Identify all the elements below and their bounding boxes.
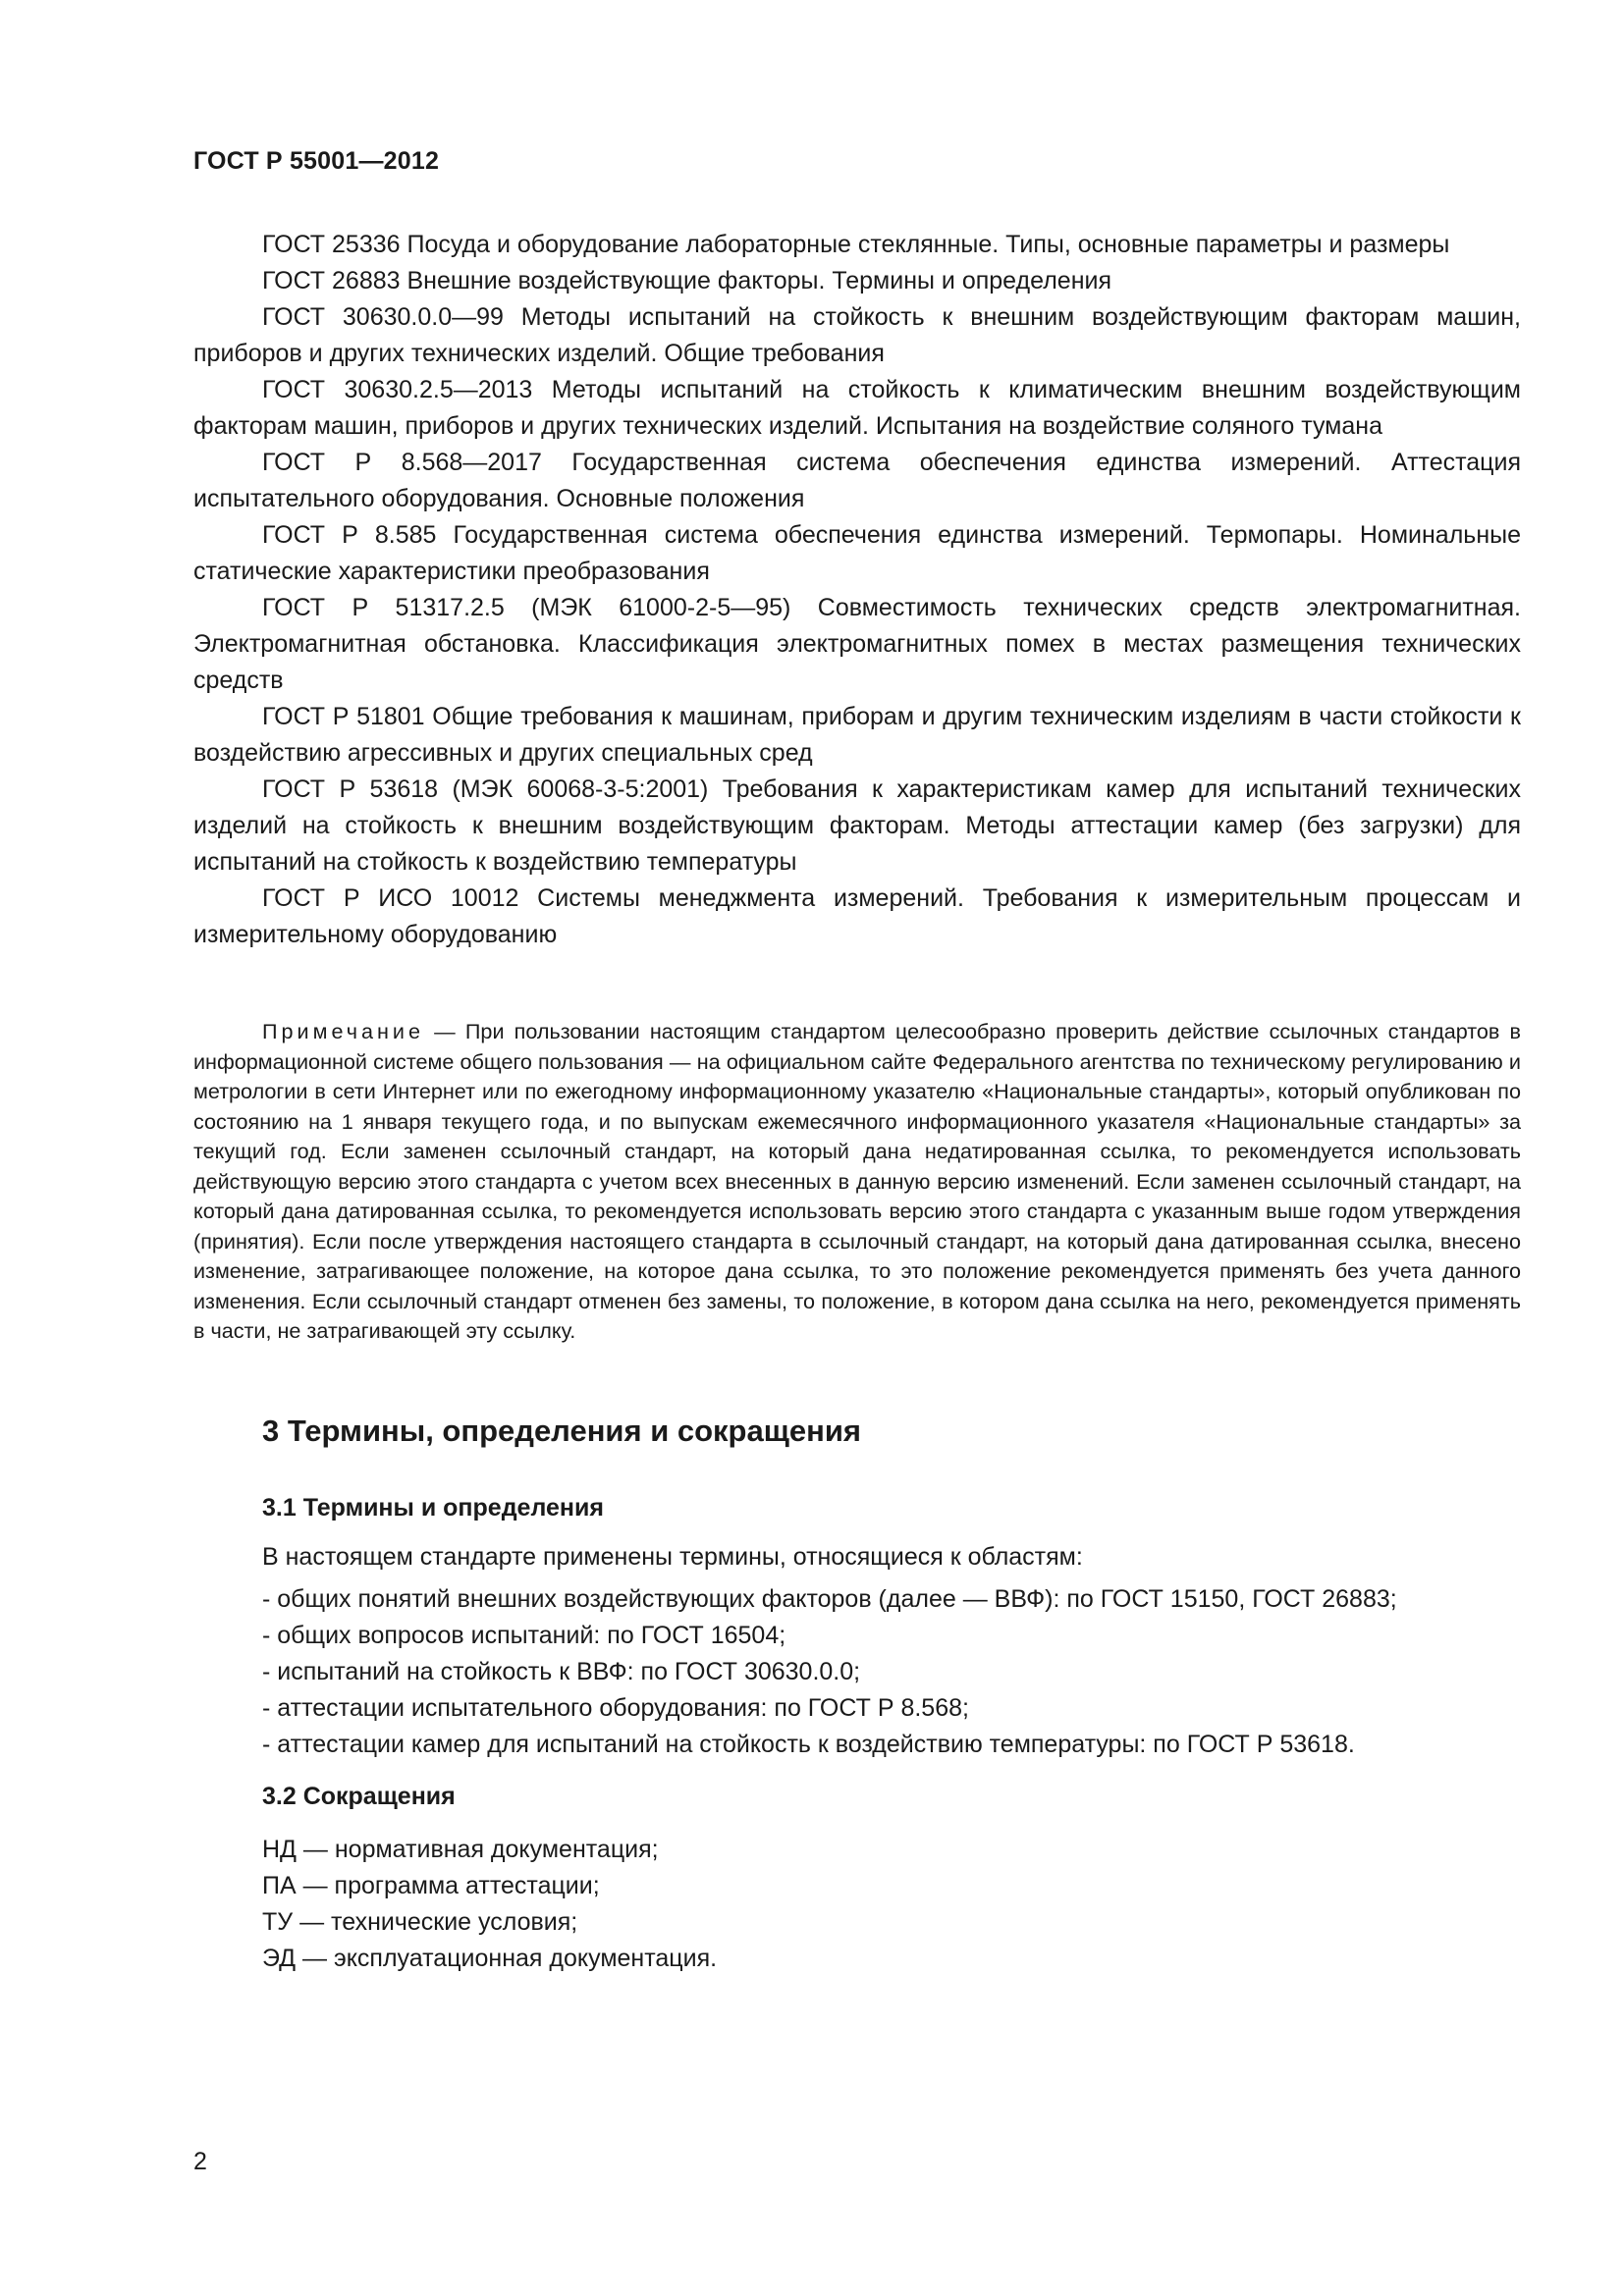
document-header: ГОСТ Р 55001—2012 bbox=[193, 147, 440, 175]
reference-item: ГОСТ 30630.2.5—2013 Методы испытаний на стойкость к климатическим внешним воздействующим факторам машин, приборов и других технических изделий. Испытания на воздействие соляного тумана bbox=[193, 376, 1521, 440]
page-number: 2 bbox=[193, 2148, 207, 2175]
reference-item: ГОСТ Р 8.568—2017 Государственная система обеспечения единства измерений. Аттестация испытательного оборудования. Основные положения bbox=[193, 449, 1521, 512]
list-item: - аттестации испытательного оборудования: по ГОСТ Р 8.568; bbox=[262, 1694, 969, 1722]
subsection-3-1-title: 3.1 Термины и определения bbox=[262, 1494, 604, 1522]
list-item: - общих понятий внешних воздействующих факторов (далее — ВВФ): по ГОСТ 15150, ГОСТ 26883; bbox=[262, 1585, 1397, 1613]
note-text: — При пользовании настоящим стандартом целесообразно проверить действие ссылочных стандартов в информационной системе общего пользования — на официальном сайте Федерального агентства по техническому регулированию и метрологии в сети Интернет или по ежегодному информационному указателю «Национальные стандарты», который опубликован по состоянию на 1 января текущего года, и по выпускам ежемесячного информационного указателя «Национальные стандарты» за текущий год. Если заменен ссылочный стандарт, на который дана недатированная ссылка, то рекомендуется использовать действующую версию этого стандарта с учетом всех внесенных в данную версию изменений. Если заменен ссылочный стандарт, на который дана датированная ссылка, то рекомендуется использовать версию этого стандарта с указанным выше годом утверждения (принятия). Если после утверждения настоящего стандарта в ссылочный стандарт, на который дана датированная ссылка, внесено изменение, затрагивающее положение, на которое дана ссылка, то это положение рекомендуется применять без учета данного изменения. Если ссылочный стандарт отменен без замены, то положение, в котором дана ссылка на него, рекомендуется применять в части, не затрагивающей эту ссылку. bbox=[193, 1019, 1521, 1343]
reference-item: ГОСТ 30630.0.0—99 Методы испытаний на стойкость к внешним воздействующим факторам машин, приборов и других технических изделий. Общие требования bbox=[193, 303, 1521, 367]
reference-item: ГОСТ Р 51317.2.5 (МЭК 61000-2-5—95) Совместимость технических средств электромагнитная. Электромагнитная обстановка. Классификация электромагнитных помех в местах размещения технических средств bbox=[193, 594, 1521, 694]
list-item: - аттестации камер для испытаний на стойкость к воздействию температуры: по ГОСТ Р 53618. bbox=[262, 1731, 1355, 1758]
abbreviation-item: НД — нормативная документация; bbox=[262, 1836, 659, 1863]
normative-references-list bbox=[193, 227, 1521, 953]
abbreviation-item: ПА — программа аттестации; bbox=[262, 1872, 600, 1899]
abbreviation-item: ЭД — эксплуатационная документация. bbox=[262, 1945, 718, 1972]
reference-item: ГОСТ Р 51801 Общие требования к машинам, приборам и другим техническим изделиям в части стойкости к воздействию агрессивных и других специальных сред bbox=[193, 703, 1521, 767]
reference-item: ГОСТ Р 53618 (МЭК 60068-3-5:2001) Требования к характеристикам камер для испытаний технических изделий на стойкость к внешним воздействующим факторам. Методы аттестации камер (без загрузки) для испытаний на стойкость к воздействию температуры bbox=[193, 775, 1521, 876]
abbreviations-list bbox=[262, 1832, 717, 1977]
references-note bbox=[193, 1017, 1521, 1347]
reference-item: ГОСТ Р ИСО 10012 Системы менеджмента измерений. Требования к измерительным процессам и измерительному оборудованию bbox=[193, 884, 1521, 948]
section-3-title: 3 Термины, определения и сокращения bbox=[262, 1414, 861, 1448]
terms-intro: В настоящем стандарте применены термины, относящиеся к областям: bbox=[262, 1543, 1083, 1571]
list-item: - испытаний на стойкость к ВВФ: по ГОСТ 30630.0.0; bbox=[262, 1658, 861, 1685]
list-item: - общих вопросов испытаний: по ГОСТ 16504; bbox=[262, 1622, 786, 1649]
terms-areas-list bbox=[262, 1581, 1529, 1763]
reference-item: ГОСТ 26883 Внешние воздействующие факторы. Термины и определения bbox=[262, 267, 1112, 294]
note-label: Примечание bbox=[262, 1019, 424, 1043]
reference-item: ГОСТ 25336 Посуда и оборудование лабораторные стеклянные. Типы, основные параметры и размеры bbox=[262, 231, 1450, 258]
subsection-3-2-title: 3.2 Сокращения bbox=[262, 1783, 456, 1810]
abbreviation-item: ТУ — технические условия; bbox=[262, 1908, 578, 1936]
reference-item: ГОСТ Р 8.585 Государственная система обеспечения единства измерений. Термопары. Номинальные статические характеристики преобразования bbox=[193, 521, 1521, 585]
